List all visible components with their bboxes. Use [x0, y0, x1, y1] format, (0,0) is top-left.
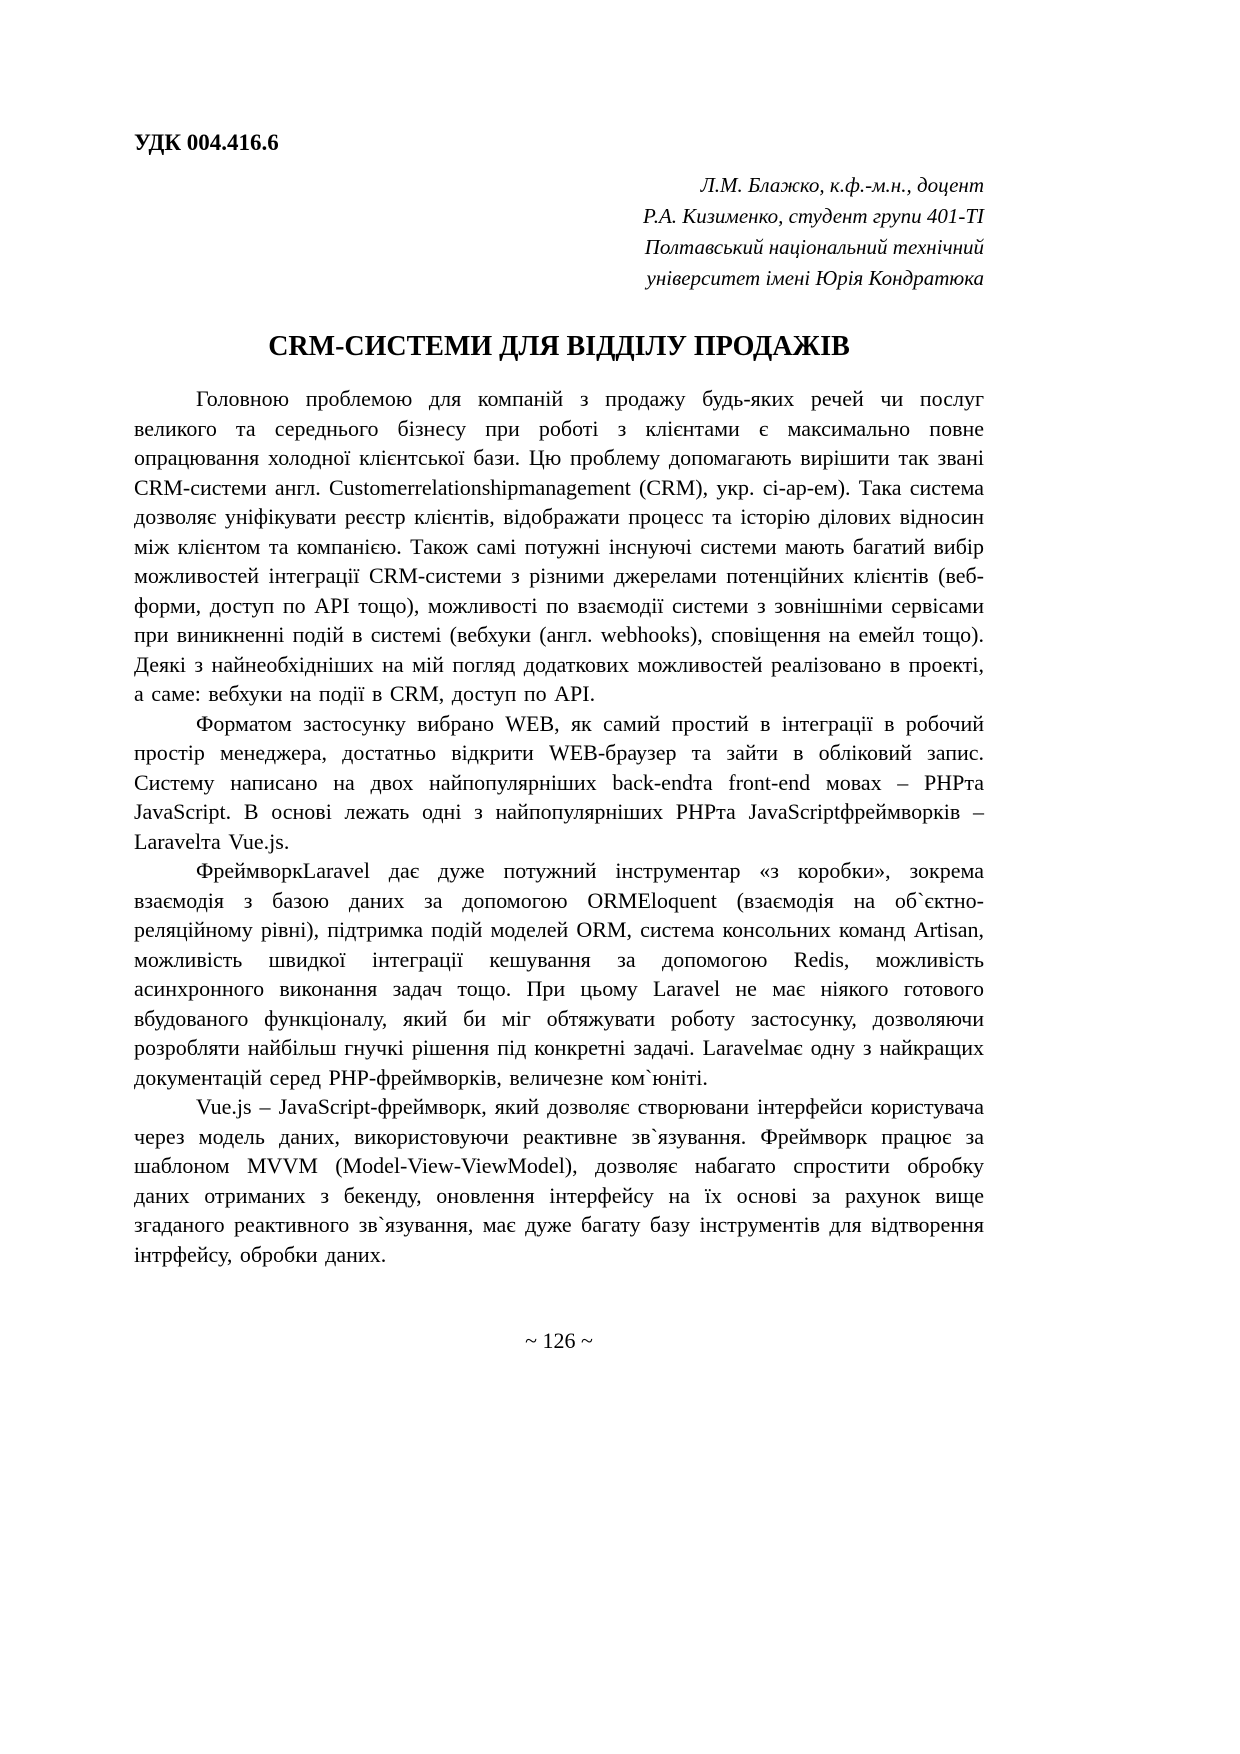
author-line: Л.М. Блажко, к.ф.-м.н., доцент	[700, 173, 984, 197]
udk-code: УДК 004.416.6	[134, 130, 279, 155]
authors-block	[134, 170, 984, 294]
paragraph: ФреймворкLaravel дає дуже потужний інструментар «з коробки», зокрема взаємодія з базою даних за допомогою ORMEloquent (взаємодія на об`єктно-реляційному рівні), підтримка подій моделей ORM, система консольних команд Artisan, можливість швидкої інтеграції кешування за допомогою Redis, можливість асинхронного виконання задач тощо. При цьому Laravel не має ніякого готового вбудованого функціоналу, який би міг обтяжувати роботу застосунку, дозволяючи розробляти найбільш гнучкі рішення під конкретні задачі. Laravelмає одну з найкращих документацій серед PHP-фреймворків, величезне ком`юніті.	[134, 858, 984, 1090]
paragraph: Форматом застосунку вибрано WEB, як самий простий в інтеграції в робочий простір менеджера, достатньо відкрити WEB-браузер та зайти в обліковий запис. Систему написано на двох найпопулярніших back-endта front-end мовах – PHPта JavaScript. В основі лежать одні з найпопулярніших PHPта JavaScriptфреймворків – Laravelта Vue.js.	[134, 710, 984, 854]
affiliation-line: Полтавський національний технічний	[644, 235, 984, 259]
affiliation-line: університет імені Юрія Кондратюка	[646, 266, 984, 290]
author-line: Р.А. Кизименко, студент групи 401-ТІ	[642, 204, 984, 228]
article-title: CRM-СИСТЕМИ ДЛЯ ВІДДІЛУ ПРОДАЖІВ	[268, 331, 850, 362]
page-number: ~ 126 ~	[525, 1328, 593, 1353]
paragraph: Головною проблемою для компаній з продажу будь-яких речей чи послуг великого та середнього бізнесу при роботі з клієнтами є максимально повне опрацювання холодної клієнтської бази. Цю проблему допомагають вирішити так звані CRM-системи англ. Customerrelationshipmanagement (CRM), укр. сі-ар-ем). Така система дозволяє уніфікувати реєстр клієнтів, відображати процесс та історію ділових відносин між клієнтом та компанією. Також самі потужні інснуючі системи мають багатий вибір можливостей інтеграції CRM-системи з різними джерелами потенційних клієнтів (веб-форми, доступ по API тощо), можливості по взаємодії системи з зовнішніми сервісами при виникненні подій в системі (вебхуки (англ. webhooks), сповіщення на емейл тощо). Деякі з найнеобхідніших на мій погляд додаткових можливостей реалізовано в проекті, а саме: вебхуки на події в CRM, доступ по API.	[134, 386, 984, 706]
paragraph: Vue.js – JavaScript-фреймворк, який дозволяє створювани інтерфейси користувача через модель даних, використовуючи реактивне зв`язування. Фреймворк працює за шаблоном MVVM (Model-View-ViewModel), дозволяє набагато спростити обробку даних отриманих з бекенду, оновлення інтерфейсу на їх основі за рахунок вище згаданого реактивного зв`язування, має дуже багату базу інструментів для відтворення інтрфейсу, обробки даних.	[134, 1094, 984, 1267]
article-body	[134, 384, 984, 1269]
